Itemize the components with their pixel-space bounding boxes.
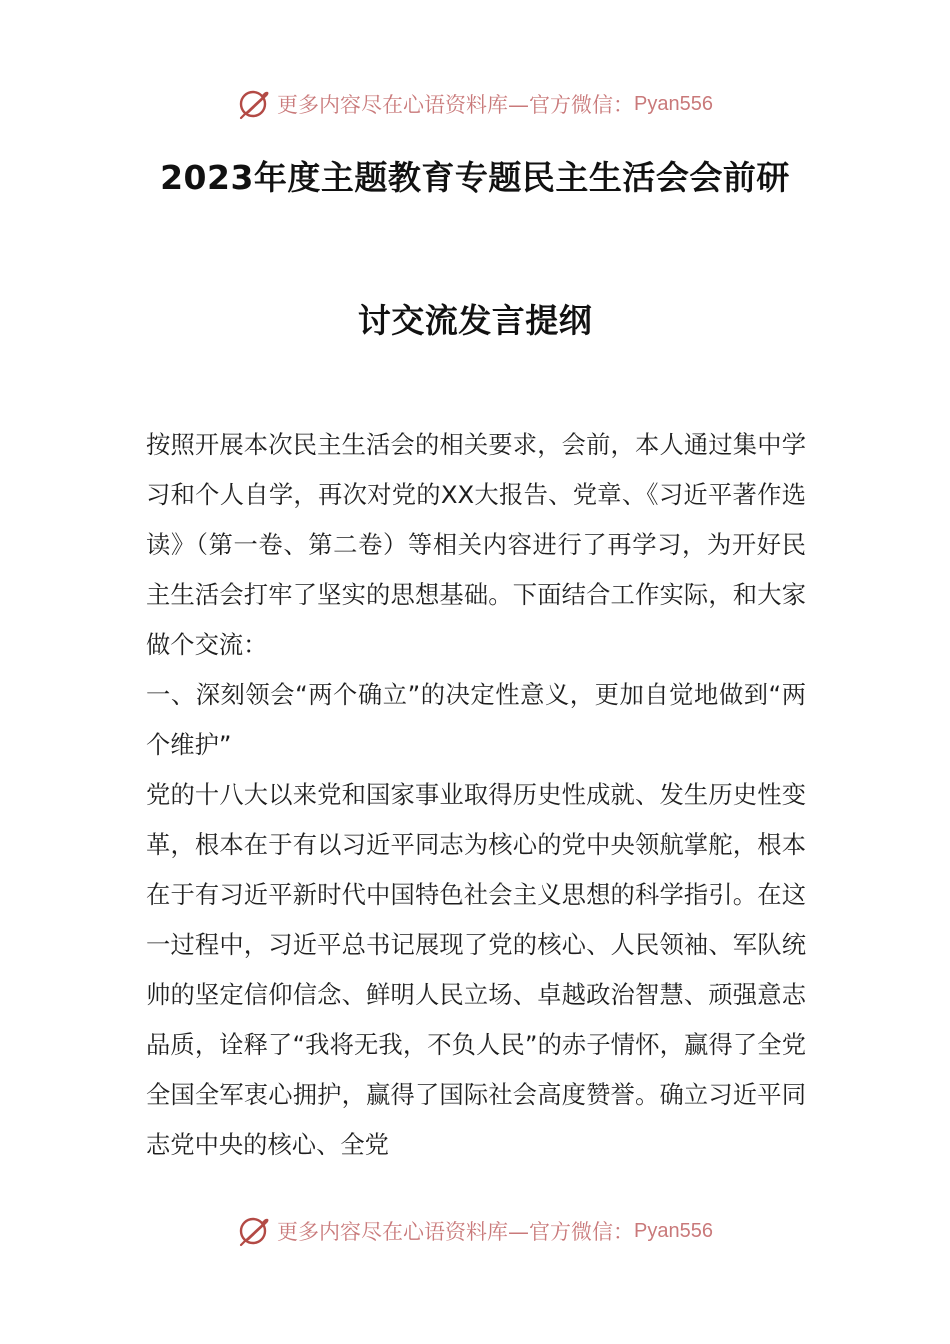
quill-pen-logo-icon <box>237 1214 271 1248</box>
section-heading-1: 一、深刻领会“两个确立”的决定性意义，更加自觉地做到“两个维护” <box>146 680 806 759</box>
intro-paragraph: 按照开展本次民主生活会的相关要求，会前，本人通过集中学习和个人自学，再次对党的XX大报告、党章、《习近平著作选读》（第一卷、第二卷）等相关内容进行了再学习，为开好民主生活会打牢了坚实的思想基础。下面结合工作实际，和大家做个交流： <box>146 430 806 659</box>
footer-banner-text: 更多内容尽在心语资料库—官方微信： <box>277 1220 635 1244</box>
document-body <box>146 420 806 1170</box>
header-banner <box>0 84 950 124</box>
header-banner-text: 更多内容尽在心语资料库—官方微信： <box>277 93 635 117</box>
header-banner-id: Pyan556 <box>634 92 713 115</box>
footer-banner <box>0 1211 950 1251</box>
body-paragraph: 党的十八大以来党和国家事业取得历史性成就、发生历史性变革，根本在于有以习近平同志为核心的党中央领航掌舵，根本在于有习近平新时代中国特色社会主义思想的科学指引。在这一过程中，习近平总书记展现了党的核心、人民领袖、军队统帅的坚定信仰信念、鲜明人民立场、卓越政治智慧、顽强意志品质，诠释了“我将无我，不负人民”的赤子情怀，赢得了全党全国全军衷心拥护，赢得了国际社会高度赞誉。确立习近平同志党中央的核心、全党 <box>146 780 806 1159</box>
quill-pen-logo-icon <box>237 87 271 121</box>
footer-banner-id: Pyan556 <box>634 1219 713 1242</box>
document-title-line-1: 2023年度主题教育专题民主生活会会前研 <box>160 158 790 197</box>
document-title-line-2: 讨交流发言提纲 <box>357 301 593 340</box>
